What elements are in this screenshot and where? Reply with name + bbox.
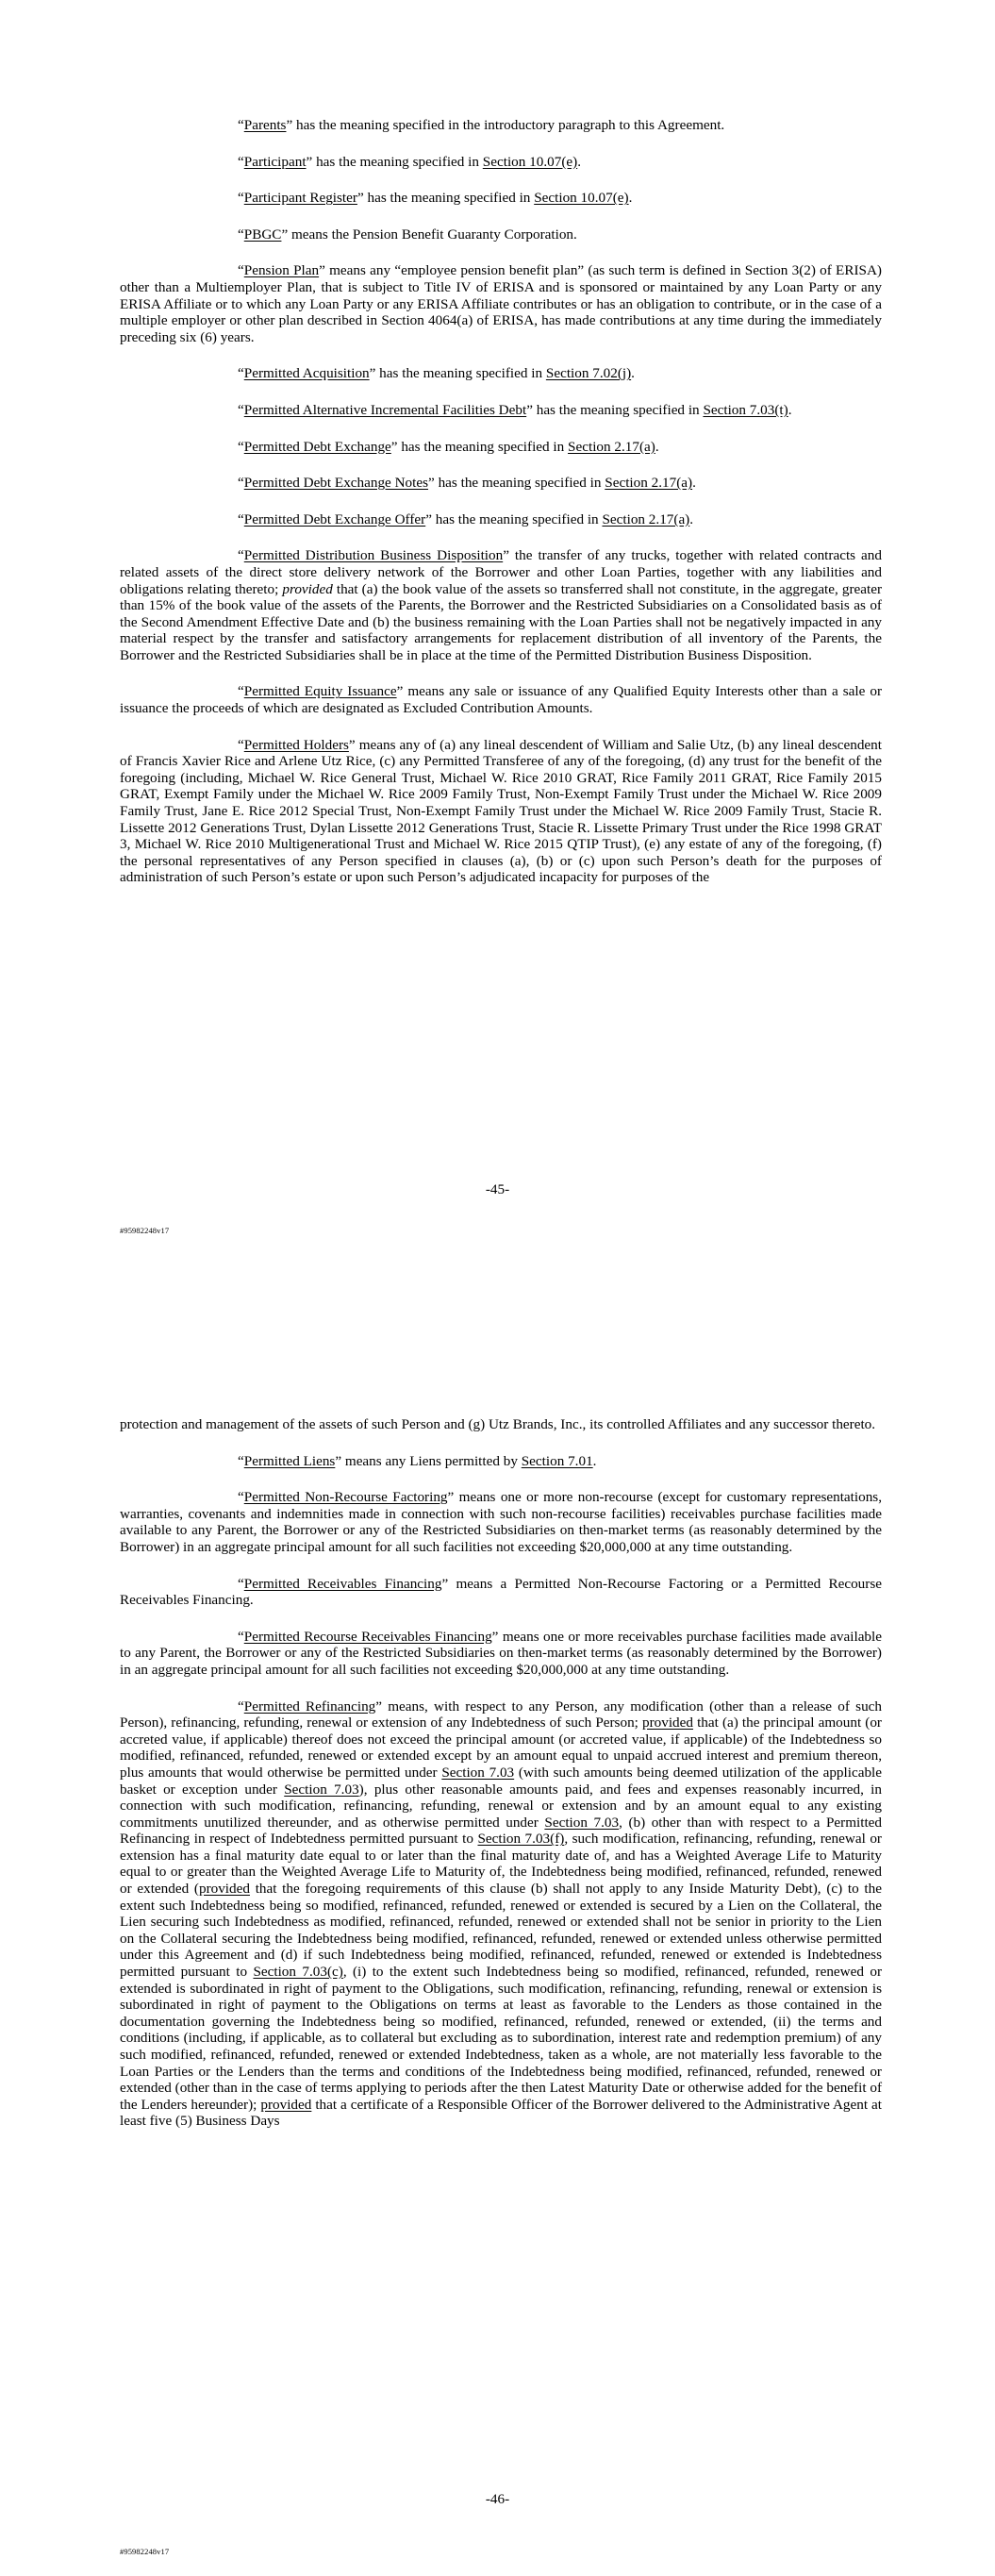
section-reference: Section 2.17(a) xyxy=(605,475,693,492)
term-permitted-liens: Permitted Liens xyxy=(243,1452,336,1469)
underlined-provided: provided xyxy=(198,1881,250,1898)
section-reference: Section 2.17(a) xyxy=(568,438,655,455)
definition-permitted-acquisition: “Permitted Acquisition” has the meaning specified in Section 7.02(j). xyxy=(238,365,635,382)
definition-permitted-equity-issuance: “Permitted Equity Issuance” means any sale or issuance of any Qualified Equity Interests other than a sale or issuance the proceeds of which are designated as Excluded Contribution Amounts. xyxy=(120,683,883,717)
section-reference: Section 10.07(e) xyxy=(534,190,629,207)
term-permitted-non-recourse-factoring: Permitted Non-Recourse Factoring xyxy=(243,1489,448,1506)
page-number: -45- xyxy=(485,1181,510,1197)
definition-permitted-alternative-incremental-facilities-debt: “Permitted Alternative Incremental Facilities Debt” has the meaning specified in Section 7.03(t). xyxy=(238,401,792,418)
underlined-provided: provided xyxy=(260,2096,312,2113)
document-id: #95982248v17 xyxy=(120,2547,170,2556)
term-parents: Parents xyxy=(243,117,287,133)
definition-permitted-holders: “Permitted Holders” means any of (a) any lineal descendent of William and Salie Utz, (b) any lineal descendent of Francis Xavier Rice and Arlene Utz Rice, (c) any Permitted Transferee of any of the foregoing, (d) any trust for the benefit of the foregoing (including, Michael W. Rice General Trust, Michael W. Rice 2010 GRAT, Rice Family 2011 GRAT, Rice Family 2015 GRAT, Exempt Family under the Michael W. Rice 2009 Family Trust, Non-Exempt Family Trust under the Michael W. Rice 2009 Family Trust, Jane E. Rice 2012 Special Trust, Non-Exempt Family Trust under the Michael W. Rice 2009 Family Trust, Stacie R. Lissette 2012 Generations Trust, Dylan Lissette 2012 Generations Trust, Stacie R. Lissette Primary Trust under the Rice 1998 GRAT 3, Michael W. Rice 2010 Multigenerational Trust and Michael W. Rice 2015 QTIP Trust), (e) any estate of any of the foregoing, (f) the personal representatives of any Person specified in clauses (a), (b) or (c) upon such Person’s death for the purposes of administration of such Person’s estate or upon such Person’s adjudicated incapacity for purposes of the xyxy=(120,736,882,886)
term-permitted-alternative-incremental-facilities-debt: Permitted Alternative Incremental Facilities Debt xyxy=(243,401,527,418)
term-permitted-recourse-receivables-financing: Permitted Recourse Receivables Financing xyxy=(243,1628,492,1645)
section-reference: Section 10.07(e) xyxy=(482,153,578,170)
page-46-body xyxy=(120,1416,882,2130)
term-participant: Participant xyxy=(243,153,307,170)
definition-parents: “Parents” has the meaning specified in the introductory paragraph to this Agreement. xyxy=(238,117,725,133)
document-id: #95982248v17 xyxy=(120,1226,170,1235)
term-participant-register: Participant Register xyxy=(243,190,357,207)
section-reference: Section 7.03(t) xyxy=(703,401,788,418)
section-reference: Section 7.03(c) xyxy=(253,1964,343,1981)
definition-permitted-debt-exchange-offer: “Permitted Debt Exchange Offer” has the meaning specified in Section 2.17(a). xyxy=(238,510,694,527)
term-permitted-equity-issuance: Permitted Equity Issuance xyxy=(243,683,397,700)
definition-pension-plan: “Pension Plan” means any “employee pension benefit plan” (as such term is defined in Section 3(2) of ERISA) other than a Multiemployer Plan, that is subject to Title IV of ERISA and is sponsored or maintained by any Loan Party or any ERISA Affiliate or to which any Loan Party or any ERISA Affiliate contributes or has an obligation to contribute, or in the case of a multiple employer or other plan described in Section 4064(a) of ERISA, has made contributions at any time during the immediately preceding six (6) years. xyxy=(120,262,882,345)
continuation-paragraph: protection and management of the assets of such Person and (g) Utz Brands, Inc., its controlled Affiliates and any successor thereto. xyxy=(120,1416,876,1432)
term-permitted-debt-exchange: Permitted Debt Exchange xyxy=(243,438,391,455)
section-reference: Section 7.02(j) xyxy=(545,365,632,382)
definition-permitted-non-recourse-factoring: “Permitted Non-Recourse Factoring” means one or more non-recourse (except for customary representations, warranties, covenants and indemnities made in connection with such non-recourse facilities) receivables purchase facilities made available to any Parent, the Borrower or any of the Restricted Subsidiaries on then-market terms (as reasonably determined by the Borrower) in an aggregate principal amount for all such facilities not exceeding $20,000,000 at any time outstanding. xyxy=(120,1489,882,1555)
term-permitted-debt-exchange-offer: Permitted Debt Exchange Offer xyxy=(243,510,426,527)
definition-participant: “Participant” has the meaning specified in Section 10.07(e). xyxy=(238,153,581,170)
term-permitted-refinancing: Permitted Refinancing xyxy=(243,1698,376,1715)
section-reference: Section 7.03(f) xyxy=(477,1831,565,1848)
section-reference: Section 7.03 xyxy=(544,1814,620,1831)
definition-permitted-refinancing: “Permitted Refinancing” means, with respect to any Person, any modification (other than a release of such Person), refinancing, refunding, renewal or extension of any Indebtedness of such Person; provided that (a) the principal amount (or accreted value, if applicable) thereof does not exceed the principal amount (or accreted value, if applicable) of the Indebtedness so modified, refinanced, refunded, renewed or extended except by an amount equal to unpaid accrued interest and premium thereon, plus amounts that would otherwise be permitted under Section 7.03 (with such amounts being deemed utilization of the applicable basket or exception under Section 7.03), plus other reasonable amounts paid, and fees and expenses reasonably incurred, in connection with such modification, refinancing, refunding, renewal or extension and by an amount equal to any existing commitments unutilized thereunder, and as otherwise permitted under Section 7.03, (b) other than with respect to a Permitted Refinancing in respect of Indebtedness permitted pursuant to Section 7.03(f), such modification, refinancing, refunding, renewal or extension has a final maturity date equal to or later than the final maturity date of, and has a Weighted Average Life to Maturity equal to or greater than the Weighted Average Life to Maturity of, the Indebtedness being modified, refinanced, refunded, renewed or extended (provided that the foregoing requirements of this clause (b) shall not apply to any Inside Maturity Debt), (c) to the extent such Indebtedness being so modified, refinanced, refunded, renewed or extended is secured by a Lien on the Collateral, the Lien securing such Indebtedness as modified, refinanced, refunded, renewed or extended shall not be senior in priority to the Lien on the Collateral securing the Indebtedness being modified, refinanced, refunded, renewed or extended unless otherwise permitted under this Agreement and (d) if such Indebtedness being modified, refinanced, refunded, renewed or extended is Indebtedness permitted pursuant to Section 7.03(c), (i) to the extent such Indebtedness being so modified, refinanced, refunded, renewed or extended is subordinated in right of payment to the Obligations, such modification, refinancing, refunding, renewal or extension is subordinated in right of payment to the Obligations on terms at least as favorable to the Lenders as those contained in the documentation governing the Indebtedness being so modified, refinanced, refunded, renewed or extended, (ii) the terms and conditions (including, if applicable, as to collateral but excluding as to subordination, interest rate and redemption premium) of any such modified, refinanced, refunded, renewed or extended Indebtedness, taken as a whole, are not materially less favorable to the Loan Parties or the Lenders than the terms and conditions of the Indebtedness being modified, refinanced, refunded, renewed or extended (other than in the case of terms applying to periods after the then Latest Maturity Date or otherwise added for the benefit of the Lenders hereunder); provided that a certificate of a Responsible Officer of the Borrower delivered to the Administrative Agent at least five (5) Business Days xyxy=(120,1698,883,2130)
definition-permitted-distribution-business-disposition: “Permitted Distribution Business Disposition” the transfer of any trucks, together with related contracts and related assets of the direct store delivery network of the Borrower and other Loan Parties, together with any liabilities and obligations relating thereto; provided that (a) the book value of the assets so transferred shall not constitute, in the aggregate, greater than 15% of the book value of the assets of the Parents, the Borrower and the Restricted Subsidiaries on a Consolidated basis as of the Second Amendment Effective Date and (b) the business remaining with the Loan Parties shall not be negatively impacted in any material respect by the transfer and satisfactory arrangements for replacement distribution of all inventory of the Parents, the Borrower and the Restricted Subsidiaries shall be in place at the time of the Permitted Distribution Business Disposition. xyxy=(120,547,882,663)
page-number: -46- xyxy=(485,2491,510,2507)
definition-permitted-liens: “Permitted Liens” means any Liens permitted by Section 7.01. xyxy=(238,1452,597,1469)
term-pbgc: PBGC xyxy=(243,226,282,243)
section-reference: Section 7.03 xyxy=(284,1781,359,1798)
definition-participant-register: “Participant Register” has the meaning specified in Section 10.07(e). xyxy=(238,190,633,207)
term-permitted-receivables-financing: Permitted Receivables Financing xyxy=(243,1575,442,1592)
term-permitted-distribution-business-disposition: Permitted Distribution Business Disposition xyxy=(243,547,504,564)
definition-permitted-recourse-receivables-financing: “Permitted Recourse Receivables Financing” means one or more receivables purchase facilities made available to any Parent, the Borrower or any of the Restricted Subsidiaries on then-market terms (as reasonably determined by the Borrower) in an aggregate principal amount for all such facilities not exceeding $20,000,000 at any time outstanding. xyxy=(120,1628,882,1678)
page-45-body xyxy=(120,117,882,886)
definition-permitted-debt-exchange: “Permitted Debt Exchange” has the meaning specified in Section 2.17(a). xyxy=(238,438,659,455)
section-reference: Section 2.17(a) xyxy=(602,510,690,527)
term-permitted-debt-exchange-notes: Permitted Debt Exchange Notes xyxy=(243,475,429,492)
term-pension-plan: Pension Plan xyxy=(243,262,320,279)
definition-permitted-debt-exchange-notes: “Permitted Debt Exchange Notes” has the meaning specified in Section 2.17(a). xyxy=(238,475,696,492)
term-permitted-holders: Permitted Holders xyxy=(243,736,349,753)
term-permitted-acquisition: Permitted Acquisition xyxy=(243,365,370,382)
definition-pbgc: “PBGC” means the Pension Benefit Guaranty Corporation. xyxy=(238,226,577,243)
document-page-46 xyxy=(0,1288,995,2576)
section-reference: Section 7.03 xyxy=(441,1764,515,1781)
italic-provided: provided xyxy=(282,580,333,597)
underlined-provided: provided xyxy=(641,1715,693,1731)
section-reference: Section 7.01 xyxy=(521,1452,593,1469)
definition-permitted-receivables-financing: “Permitted Receivables Financing” means a Permitted Non-Recourse Factoring or a Permitted Recourse Receivables Financing. xyxy=(120,1575,882,1609)
